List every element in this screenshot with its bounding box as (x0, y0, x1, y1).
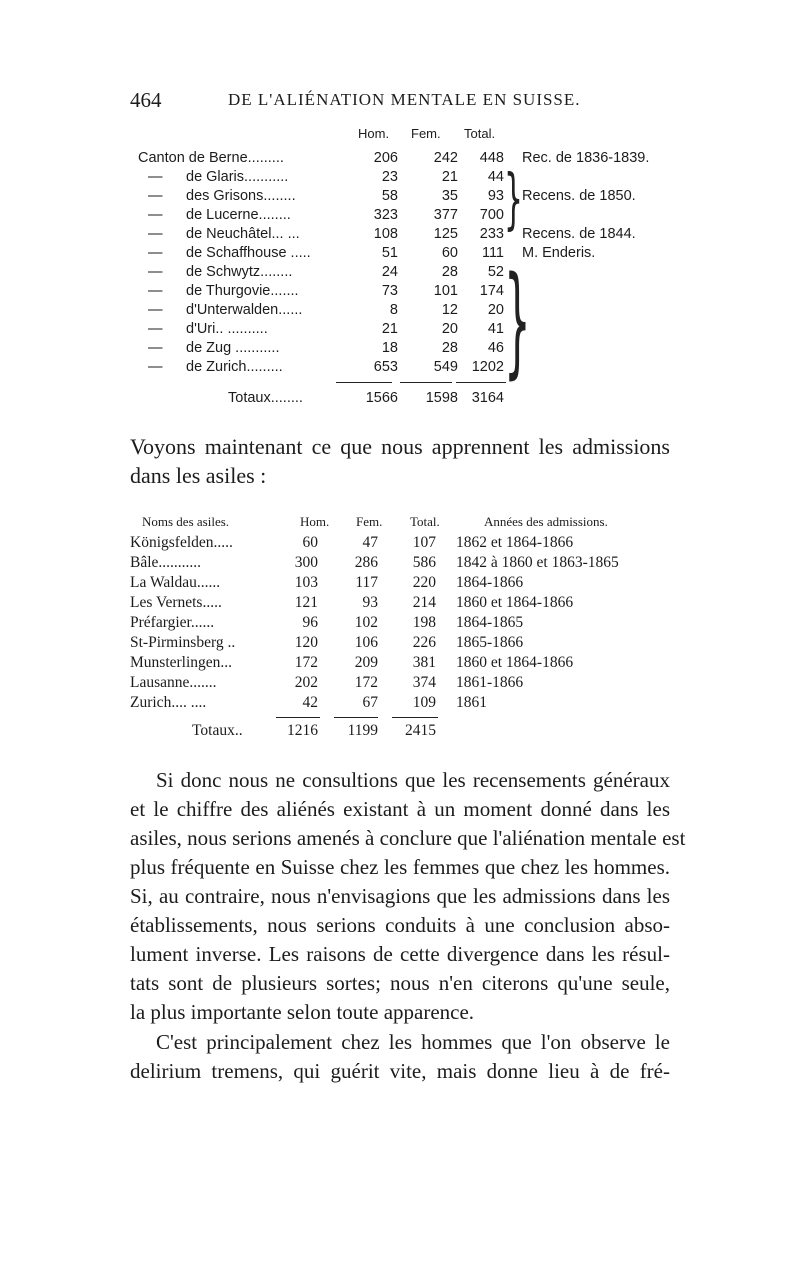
totals-label: Totaux.. (192, 722, 243, 739)
total-value: 111 (481, 245, 504, 261)
fem-value: 377 (433, 207, 458, 223)
canton-name: de Neuchâtel... ... (186, 226, 300, 242)
canton-name: de Zug ........... (186, 340, 280, 356)
total-value: 381 (412, 654, 436, 671)
fem-total: 1199 (347, 722, 378, 739)
hom-value: 42 (302, 694, 318, 711)
table-row (130, 534, 690, 554)
hom-value: 73 (381, 283, 398, 299)
brace-schwytz-zurich: } (504, 252, 531, 391)
admission-years: 1864-1866 (456, 574, 524, 591)
admission-years: 1860 et 1864-1866 (456, 594, 574, 611)
body-paragraph-2 (130, 1028, 670, 1086)
canton-name: de Zurich......... (186, 359, 283, 375)
text-line: la plus importante selon toute apparence. (130, 1000, 475, 1024)
total-value: 586 (412, 554, 436, 571)
text-line: Voyons maintenant ce que nous apprennent les admissions (130, 434, 670, 459)
total-value: 448 (479, 150, 504, 166)
hom-value: 21 (381, 321, 398, 337)
total-value: 93 (487, 188, 504, 204)
hom-value: 96 (302, 614, 318, 631)
canton-name: d'Unterwalden...... (186, 302, 303, 318)
hom-value: 8 (389, 302, 398, 318)
page-number: 464 (130, 88, 162, 112)
ditto-dash: — (148, 226, 163, 242)
grand-total: 3164 (471, 390, 504, 406)
fem-value: 242 (433, 150, 458, 166)
total-value: 700 (479, 207, 504, 223)
table-row (138, 226, 678, 246)
fem-value: 35 (441, 188, 458, 204)
admission-years: 1861-1866 (456, 674, 524, 691)
hom-value: 202 (294, 674, 318, 691)
table-row (138, 302, 678, 322)
col-header-total: Total. (410, 514, 440, 529)
fem-value: 106 (354, 634, 378, 651)
admission-years: 1862 et 1864-1866 (456, 534, 574, 551)
col-header-fem: Fem. (356, 514, 383, 529)
asylum-name: Zurich.... .... (130, 694, 207, 711)
admission-years: 1861 (456, 694, 487, 711)
table-row (138, 169, 678, 189)
fem-value: 286 (354, 554, 378, 571)
table-row (130, 594, 690, 614)
canton-name: Canton de Berne......... (138, 150, 284, 166)
fem-value: 60 (441, 245, 458, 261)
source-note: Rec. de 1836-1839. (522, 150, 650, 166)
fem-value: 101 (433, 283, 458, 299)
total-value: 214 (412, 594, 436, 611)
fem-value: 21 (441, 169, 458, 185)
sum-rule (392, 717, 438, 718)
text-line: dans les asiles : (130, 463, 267, 488)
admission-years: 1842 à 1860 et 1863-1865 (456, 554, 619, 571)
col-header-total: Total. (464, 126, 496, 141)
text-line: Si donc nous ne consultions que les recensements généraux (156, 768, 670, 792)
fem-value: 102 (354, 614, 378, 631)
fem-value: 549 (433, 359, 458, 375)
table-row (138, 150, 678, 170)
text-line: delirium tremens, qui guérit vite, mais donne lieu à de fré- (130, 1059, 670, 1083)
table-row (138, 283, 678, 303)
canton-name: de Schwytz........ (186, 264, 293, 280)
total-value: 226 (412, 634, 436, 651)
fem-value: 172 (354, 674, 378, 691)
text-line: asiles, nous serions amenés à conclure que l'aliénation mentale est (130, 826, 686, 850)
fem-value: 117 (355, 574, 378, 591)
table-row (138, 188, 678, 208)
table-row (138, 207, 678, 227)
ditto-dash: — (148, 302, 163, 318)
table-row (138, 359, 678, 379)
fem-value: 47 (362, 534, 378, 551)
asylum-name: La Waldau...... (130, 574, 221, 591)
sum-rule (400, 382, 452, 383)
total-value: 52 (487, 264, 504, 280)
canton-name: de Schaffhouse ..... (186, 245, 311, 261)
ditto-dash: — (148, 283, 163, 299)
col-header-fem: Fem. (411, 126, 441, 141)
asylum-name: Lausanne....... (130, 674, 217, 691)
table-row (130, 654, 690, 674)
hom-value: 23 (381, 169, 398, 185)
text-line: C'est principalement chez les hommes que l'on observe le (156, 1030, 670, 1054)
sum-rule (334, 717, 378, 718)
ditto-dash: — (148, 340, 163, 356)
col-header-name: Noms des asiles. (142, 514, 230, 529)
table-row (130, 634, 690, 654)
fem-value: 28 (441, 264, 458, 280)
text-line: et le chiffre des aliénés existant à un moment donné dans les (130, 797, 670, 821)
grand-total: 2415 (405, 722, 436, 739)
hom-value: 24 (381, 264, 398, 280)
brace-glaris-lucerne: } (504, 160, 523, 237)
ditto-dash: — (148, 188, 163, 204)
running-title: DE L'ALIÉNATION MENTALE EN SUISSE. (228, 90, 581, 109)
admission-years: 1864-1865 (456, 614, 524, 631)
fem-value: 12 (441, 302, 458, 318)
fem-value: 28 (441, 340, 458, 356)
text-line: plus fréquente en Suisse chez les femmes que chez les hommes. (130, 855, 670, 879)
col-header-years: Années des admissions. (484, 514, 608, 529)
table-row (130, 694, 690, 714)
source-note: Recens. de 1850. (522, 188, 636, 204)
hom-value: 18 (381, 340, 398, 356)
hom-value: 653 (373, 359, 398, 375)
total-value: 198 (412, 614, 436, 631)
col-header-hom: Hom. (300, 514, 330, 529)
total-value: 220 (412, 574, 436, 591)
canton-name: d'Uri.. .......... (186, 321, 268, 337)
hom-value: 108 (373, 226, 398, 242)
sum-rule (456, 382, 506, 383)
fem-value: 20 (441, 321, 458, 337)
hom-value: 300 (294, 554, 318, 571)
hom-value: 323 (373, 207, 398, 223)
asylum-name: Bâle........... (130, 554, 202, 571)
page-header (130, 88, 670, 114)
hom-value: 206 (373, 150, 398, 166)
fem-value: 93 (362, 594, 378, 611)
table-row (138, 245, 678, 265)
total-value: 109 (412, 694, 436, 711)
canton-name: de Thurgovie....... (186, 283, 299, 299)
intro-paragraph (130, 432, 670, 490)
text-line: établissements, nous serions conduits à une conclusion abso- (130, 913, 670, 937)
table-row (138, 340, 678, 360)
hom-total: 1566 (365, 390, 398, 406)
text-line: Si, au contraire, nous n'envisagions que les admissions dans les (130, 884, 670, 908)
table-row (130, 554, 690, 574)
ditto-dash: — (148, 245, 163, 261)
hom-value: 60 (302, 534, 318, 551)
table-row (130, 574, 690, 594)
ditto-dash: — (148, 321, 163, 337)
fem-value: 209 (354, 654, 378, 671)
total-value: 233 (479, 226, 504, 242)
ditto-dash: — (148, 169, 163, 185)
canton-name: de Glaris........... (186, 169, 289, 185)
total-value: 46 (487, 340, 504, 356)
asylum-name: Les Vernets..... (130, 594, 222, 611)
fem-total: 1598 (425, 390, 458, 406)
table-row (138, 264, 678, 284)
table-row (130, 674, 690, 694)
ditto-dash: — (148, 207, 163, 223)
admission-years: 1860 et 1864-1866 (456, 654, 574, 671)
hom-value: 172 (294, 654, 318, 671)
table-row (138, 321, 678, 341)
hom-total: 1216 (287, 722, 318, 739)
text-line: lument inverse. Les raisons de cette divergence dans les résul- (130, 942, 670, 966)
total-value: 107 (412, 534, 436, 551)
source-note: M. Enderis. (522, 245, 596, 261)
total-value: 1202 (471, 359, 504, 375)
table-row (130, 614, 690, 634)
asylum-name: Munsterlingen... (130, 654, 233, 671)
total-value: 174 (479, 283, 504, 299)
total-value: 374 (412, 674, 436, 691)
hom-value: 103 (294, 574, 318, 591)
canton-name: de Lucerne........ (186, 207, 291, 223)
totals-row (130, 722, 690, 742)
fem-value: 67 (362, 694, 378, 711)
ditto-dash: — (148, 359, 163, 375)
totals-label: Totaux........ (228, 390, 303, 406)
total-value: 41 (487, 321, 504, 337)
ditto-dash: — (148, 264, 163, 280)
total-value: 20 (487, 302, 504, 318)
hom-value: 120 (294, 634, 318, 651)
hom-value: 121 (294, 594, 318, 611)
asylum-name: Préfargier...... (130, 614, 215, 631)
body-paragraph (130, 766, 686, 1027)
total-value: 44 (487, 169, 504, 185)
totals-row (138, 390, 678, 410)
fem-value: 125 (433, 226, 458, 242)
asylum-name: Königsfelden..... (130, 534, 233, 551)
canton-name: des Grisons........ (186, 188, 296, 204)
source-note: Recens. de 1844. (522, 226, 636, 242)
hom-value: 58 (381, 188, 398, 204)
hom-value: 51 (381, 245, 398, 261)
sum-rule (276, 717, 320, 718)
admission-years: 1865-1866 (456, 634, 524, 651)
asylum-name: St-Pirminsberg .. (130, 634, 236, 651)
sum-rule (336, 382, 392, 383)
text-line: tats sont de plusieurs sortes; nous n'en citerons qu'une seule, (130, 971, 670, 995)
col-header-hom: Hom. (358, 126, 390, 141)
